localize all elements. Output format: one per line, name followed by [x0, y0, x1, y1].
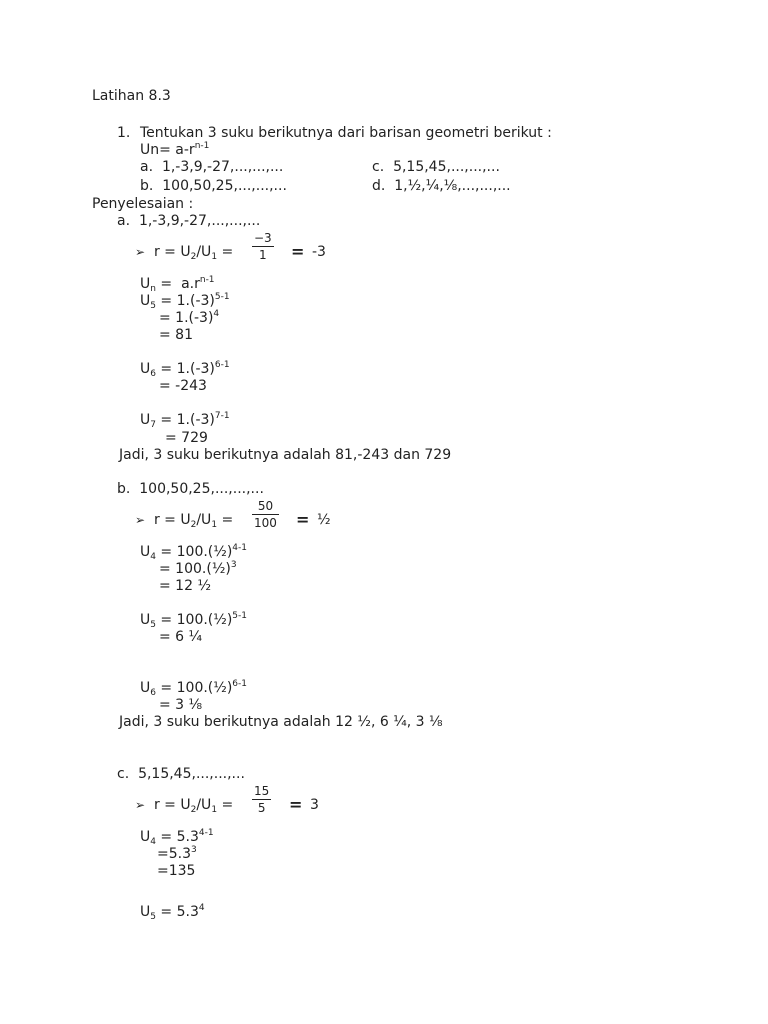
part-c-sequence: c. 5,15,45,...,...,... [117, 766, 245, 782]
part-b-u6-line2: = 3 ⅛ [159, 697, 203, 713]
part-b-u5-line1: $U_5$ = 100.(½)$^{5-1}$ [140, 611, 247, 630]
equals-sign: = [289, 795, 303, 814]
part-a-sequence: a. 1,-3,9,-27,...,...,... [117, 213, 261, 229]
equals-sign: = [291, 242, 305, 261]
part-a-u6-line1: $U_6 = 1.(-3)^{6-1}$ [140, 360, 230, 379]
part-a-ratio-result: -3 [312, 244, 326, 260]
part-b-u4-line3: = 12 ½ [159, 578, 212, 594]
part-c-ratio: ➢ $r = U_2/U_1$ = [135, 797, 234, 815]
arrow-bullet-icon: ➢ [135, 798, 146, 812]
equals-sign: = [296, 510, 310, 529]
question-item-d: d. 1,½,¼,⅛,...,...,... [372, 178, 511, 194]
solution-heading: Penyelesaian : [92, 196, 194, 212]
part-a-ratio-fraction: −3 1 [254, 231, 272, 262]
part-a-u7-line2: = 729 [165, 430, 208, 446]
question-text: Tentukan 3 suku berikutnya dari barisan geometri berikut : [140, 125, 552, 141]
part-a-u5-line3: = 81 [159, 327, 193, 343]
part-b-sequence: b. 100,50,25,...,...,... [117, 481, 264, 497]
part-a-u6-line2: = -243 [159, 378, 207, 394]
arrow-bullet-icon: ➢ [135, 245, 146, 259]
part-c-ratio-result: 3 [310, 797, 319, 813]
part-b-ratio-fraction: 50 100 [254, 499, 277, 530]
question-number: 1. [117, 125, 131, 141]
part-a-conclusion: Jadi, 3 suku berikutnya adalah 81,-243 dan 729 [119, 447, 452, 463]
part-a-ratio: ➢ $r = U_2/U_1$ = [135, 244, 234, 262]
question-item-b: b. 100,50,25,...,...,... [140, 178, 287, 194]
part-c-u4-line1: $U_4 = 5.3^{4-1}$ [140, 828, 214, 847]
part-c-u4-line2: $=5.3^3$ [157, 845, 197, 862]
page-title: Latihan 8.3 [92, 88, 171, 104]
part-c-u5-line1: $U_5 = 5.3^4$ [140, 903, 205, 922]
question-item-c: c. 5,15,45,...,...,... [372, 159, 500, 175]
part-b-u4-line1: $U_4$ = 100.(½)$^{4-1}$ [140, 543, 247, 562]
arrow-bullet-icon: ➢ [135, 513, 146, 527]
part-a-u7-line1: $U_7 = 1.(-3)^{7-1}$ [140, 411, 230, 430]
part-a-u5-line2: = $1.(-3)^4$ [159, 309, 220, 326]
question-item-a: a. 1,-3,9,-27,...,...,... [140, 159, 284, 175]
part-b-u4-line2: = 100.(½)$^3$ [159, 560, 237, 577]
part-b-u6-line1: $U_6$ = 100.(½)$^{6-1}$ [140, 679, 247, 698]
part-b-u5-line2: = 6 ¼ [159, 629, 203, 645]
part-c-ratio-fraction: 15 5 [254, 784, 270, 815]
general-formula: $Un= a-r^{n-1}$ [140, 141, 210, 158]
part-b-ratio-result: ½ [317, 512, 331, 528]
part-a-u5-line1: $U_5 = 1.(-3)^{5-1}$ [140, 292, 230, 311]
part-c-u4-line3: =135 [157, 863, 196, 879]
part-a-un: $U_n = a.r^{n-1}$ [140, 275, 215, 294]
part-b-conclusion: Jadi, 3 suku berikutnya adalah 12 ½, 6 ¼, 3 ⅛ [119, 714, 443, 730]
part-b-ratio: ➢ $r = U_2/U_1$ = [135, 512, 234, 530]
